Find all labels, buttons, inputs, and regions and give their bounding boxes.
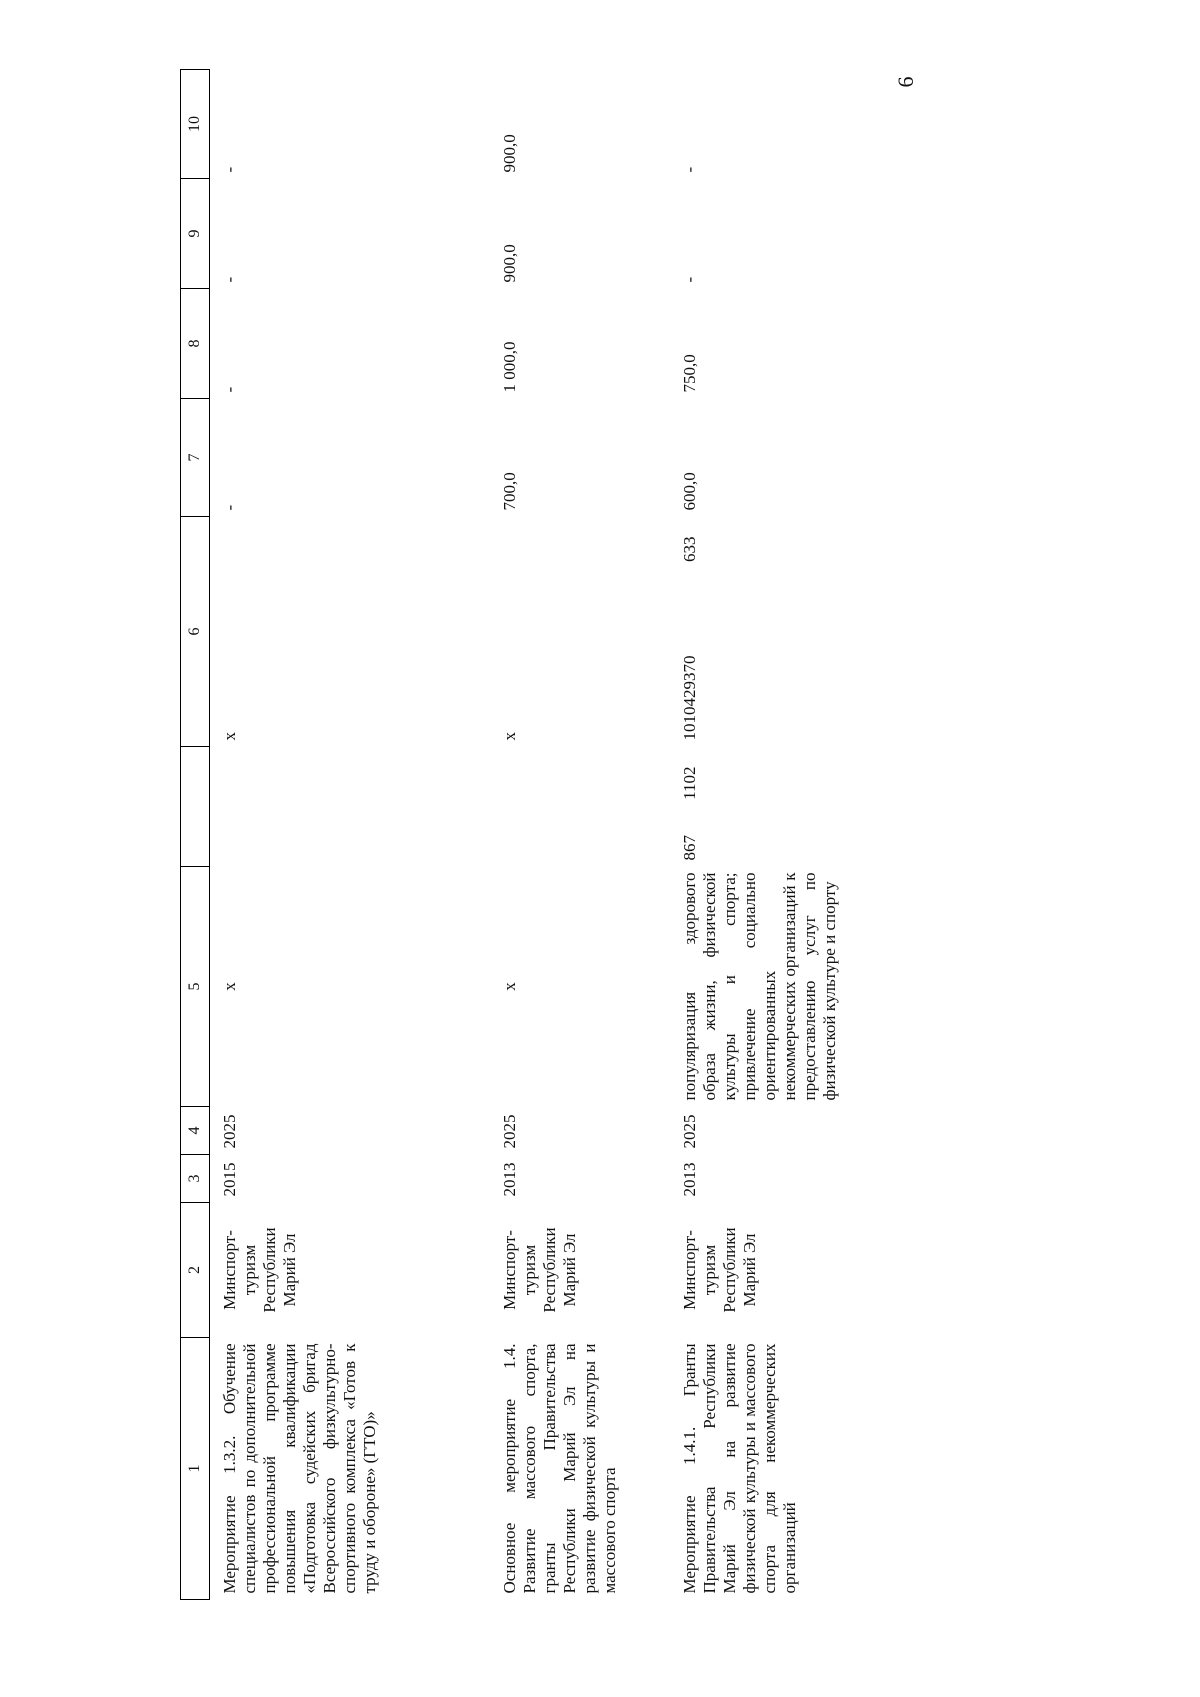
table-row bbox=[210, 70, 491, 1600]
cell-code-a bbox=[210, 747, 491, 867]
cell-description bbox=[490, 867, 670, 1107]
cell-end-year: 2025 bbox=[500, 1114, 519, 1149]
cell-start-year: 2013 bbox=[500, 1162, 519, 1197]
header-col-7: 7 bbox=[181, 399, 210, 517]
header-col-6: 6 bbox=[181, 517, 210, 747]
header-col-5b bbox=[181, 747, 210, 867]
cell-code-b bbox=[210, 517, 491, 747]
cell-value-10: - bbox=[680, 166, 699, 173]
cell-code-b2: 633 bbox=[680, 536, 699, 562]
cell-value-9: 900,0 bbox=[500, 244, 519, 283]
cell-code-b1: 1010429370 bbox=[680, 655, 699, 741]
cell-value-7: 600,0 bbox=[680, 472, 699, 511]
page-number: 6 bbox=[893, 76, 918, 88]
cell-measure-name: Мероприятие 1.4.1. Гранты Правительства Республики Марий Эл на развитие физической культуры и массового спорта для некоммерческих организаций bbox=[680, 1343, 799, 1594]
header-col-2: 2 bbox=[181, 1203, 210, 1338]
cell-code-a bbox=[490, 747, 670, 867]
cell-value-7: 700,0 bbox=[500, 472, 519, 511]
program-table bbox=[180, 69, 970, 1600]
cell-code-b bbox=[670, 517, 970, 747]
cell-value-9: - bbox=[220, 276, 239, 283]
cell-code-b bbox=[490, 517, 670, 747]
header-col-10: 10 bbox=[181, 70, 210, 179]
cell-executor: Минспорт-туризм Республики Марий Эл bbox=[500, 1227, 579, 1313]
header-col-9: 9 bbox=[181, 179, 210, 289]
cell-code-a2: 1102 bbox=[680, 766, 699, 800]
table-row bbox=[670, 70, 970, 1600]
rotated-table-wrapper bbox=[180, 70, 970, 1600]
cell-code-b1: х bbox=[500, 732, 519, 741]
cell-measure-name: Мероприятие 1.3.2. Обучение специалистов по дополнительной профессиональной программе повышения квалификации «Подготовка судейских бригад Всероссийского физкультурно-спортивного комплекса «Готов к труду и обороне» (ГТО)» bbox=[220, 1343, 379, 1594]
cell-description-text: х bbox=[500, 982, 519, 991]
cell-value-8: 750,0 bbox=[680, 354, 699, 393]
cell-executor: Минспорт-туризм Республики Марий Эл bbox=[220, 1227, 299, 1313]
cell-value-8: 1 000,0 bbox=[500, 341, 519, 393]
table-row bbox=[490, 70, 670, 1600]
cell-value-9: - bbox=[680, 276, 699, 283]
header-row bbox=[181, 70, 210, 1600]
cell-code-a bbox=[670, 747, 970, 867]
cell-end-year: 2025 bbox=[220, 1114, 239, 1149]
header-col-8: 8 bbox=[181, 289, 210, 399]
cell-executor: Минспорт-туризм Республики Марий Эл bbox=[680, 1227, 759, 1313]
cell-description-text: х bbox=[220, 982, 239, 991]
cell-start-year: 2015 bbox=[220, 1162, 239, 1197]
cell-value-10: 900,0 bbox=[500, 134, 519, 173]
header-col-5: 5 bbox=[181, 867, 210, 1107]
cell-measure-name: Основное мероприятие 1.4. Развитие массового спорта, гранты Правительства Республики Марий Эл на развитие физической культуры и массового спорта bbox=[500, 1343, 619, 1594]
header-col-4: 4 bbox=[181, 1107, 210, 1155]
cell-value-8: - bbox=[220, 386, 239, 393]
cell-value-7: - bbox=[220, 504, 239, 511]
cell-start-year: 2013 bbox=[680, 1162, 699, 1197]
cell-code-b1: х bbox=[220, 732, 239, 741]
cell-description: популяризация здорового образа жизни, физической культуры и спорта; привлечение социально ориентированных некоммерческих организаций к предоставлению услуг по физической культуре и спорту bbox=[680, 872, 839, 1101]
cell-code-a1: 867 bbox=[680, 835, 699, 861]
cell-description bbox=[210, 867, 491, 1107]
cell-end-year: 2025 bbox=[680, 1114, 699, 1149]
header-col-3: 3 bbox=[181, 1155, 210, 1203]
header-col-1: 1 bbox=[181, 1338, 210, 1600]
cell-value-10: - bbox=[220, 166, 239, 173]
